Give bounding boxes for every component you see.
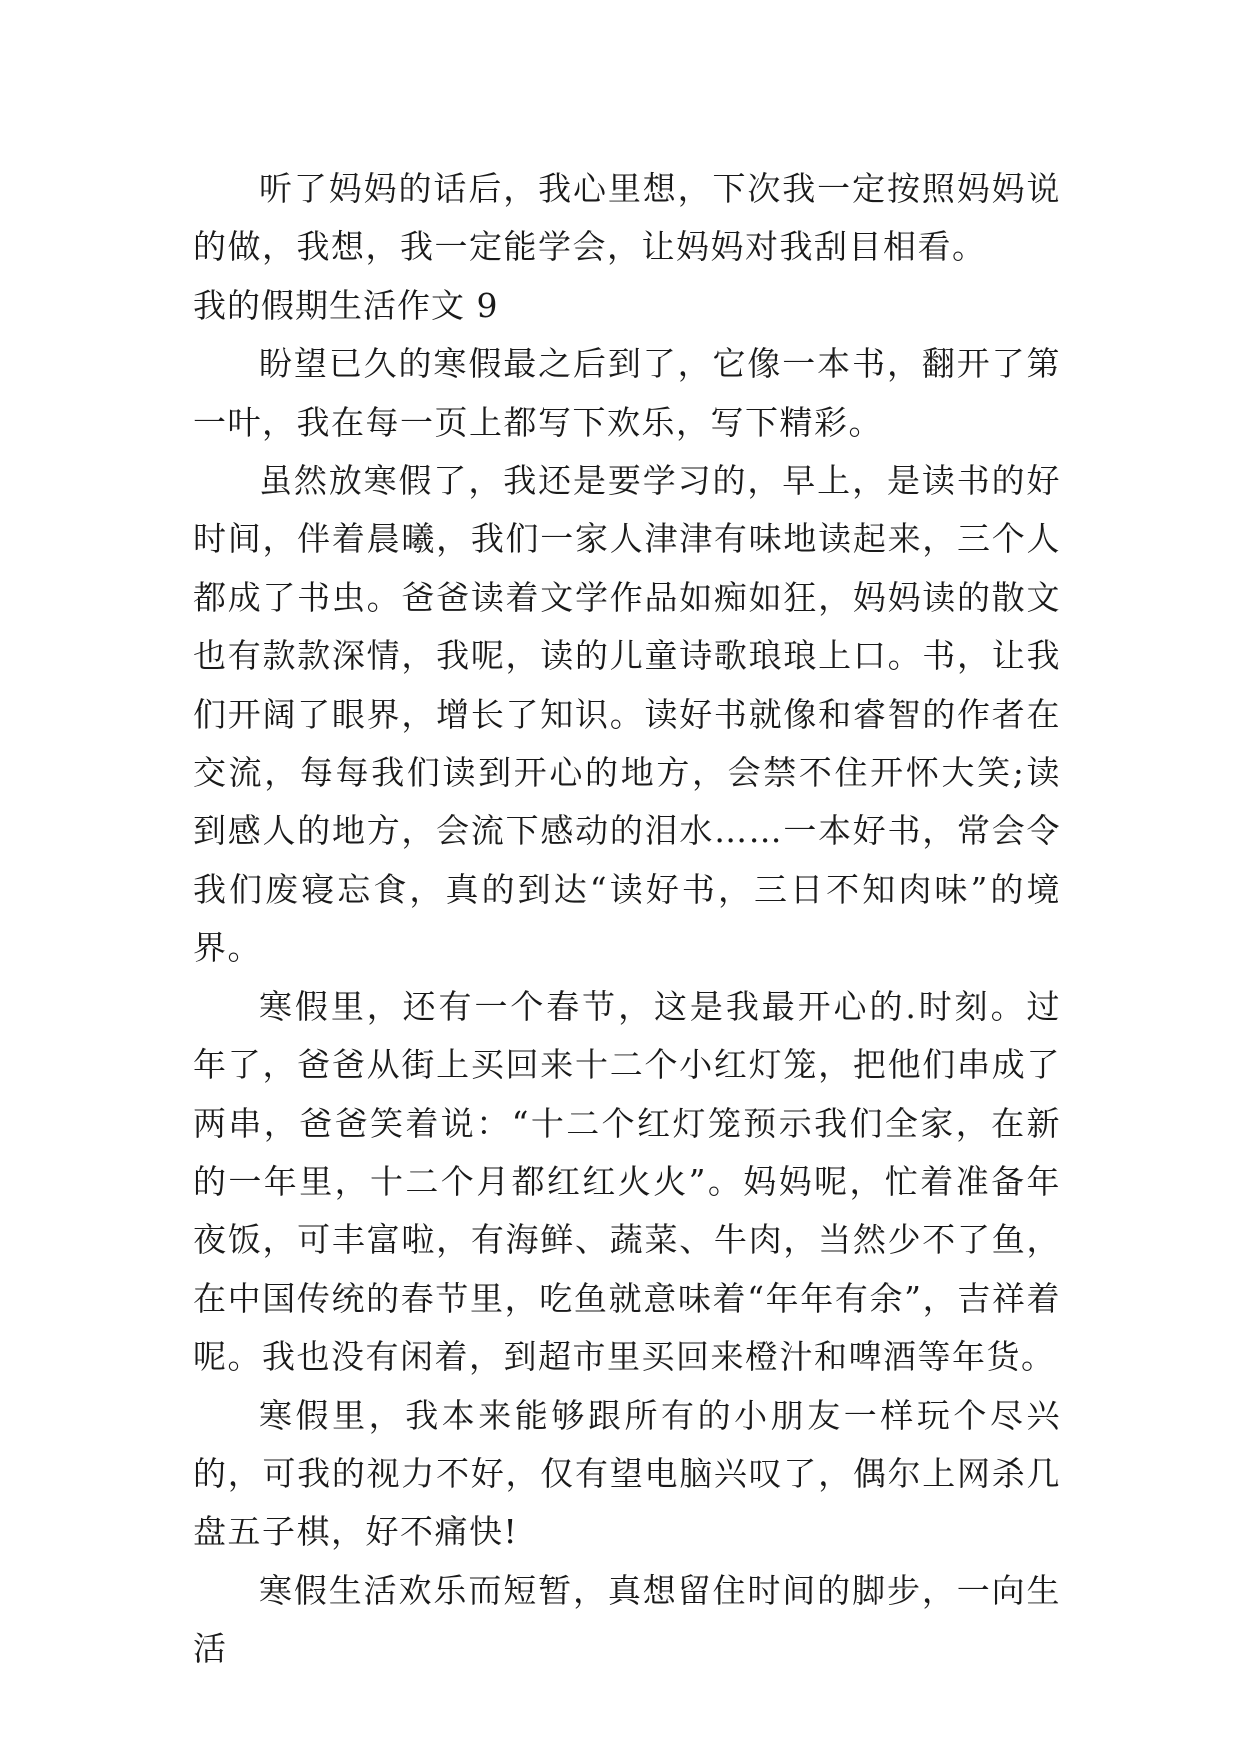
paragraph: 寒假里，还有一个春节，这是我最开心的.时刻。过年了，爸爸从街上买回来十二个小红灯笼，把他们串成了两串，爸爸笑着说：“十二个红灯笼预示我们全家，在新的一年里，十二个月都红红火火”。妈妈呢，忙着准备年夜饭，可丰富啦，有海鲜、蔬菜、牛肉，当然少不了鱼，在中国传统的春节里，吃鱼就意味着“年年有余”，吉祥着呢。我也没有闲着，到超市里买回来橙汁和啤酒等年货。 (193, 986, 1061, 1377)
paragraph: 寒假里，我本来能够跟所有的小朋友一样玩个尽兴的，可我的视力不好，仅有望电脑兴叹了，偶尔上网杀几盘五子棋，好不痛快! (193, 1395, 1061, 1552)
paragraph: 寒假生活欢乐而短暂，真想留住时间的脚步，一向生活 (193, 1570, 1061, 1669)
document-body (193, 160, 1061, 1679)
paragraph: 盼望已久的寒假最之后到了，它像一本书，翻开了第一叶，我在每一页上都写下欢乐，写下精彩。 (193, 344, 1061, 442)
paragraph: 听了妈妈的话后，我心里想，下次我一定按照妈妈说的做，我想，我一定能学会，让妈妈对我刮目相看。 (193, 169, 1061, 267)
paragraph: 虽然放寒假了，我还是要学习的，早上，是读书的好时间，伴着晨曦，我们一家人津津有味地读起来，三个人都成了书虫。爸爸读着文学作品如痴如狂，妈妈读的散文也有款款深情，我呢，读的儿童诗歌琅琅上口。书，让我们开阔了眼界，增长了知识。读好书就像和睿智的作者在交流，每每我们读到开心的地方，会禁不住开怀大笑;读到感人的地方，会流下感动的泪水……一本好书，常会令我们废寝忘食，真的到达“读好书，三日不知肉味”的境界。 (193, 461, 1061, 968)
section-heading: 我的假期生活作文 9 (193, 285, 499, 325)
